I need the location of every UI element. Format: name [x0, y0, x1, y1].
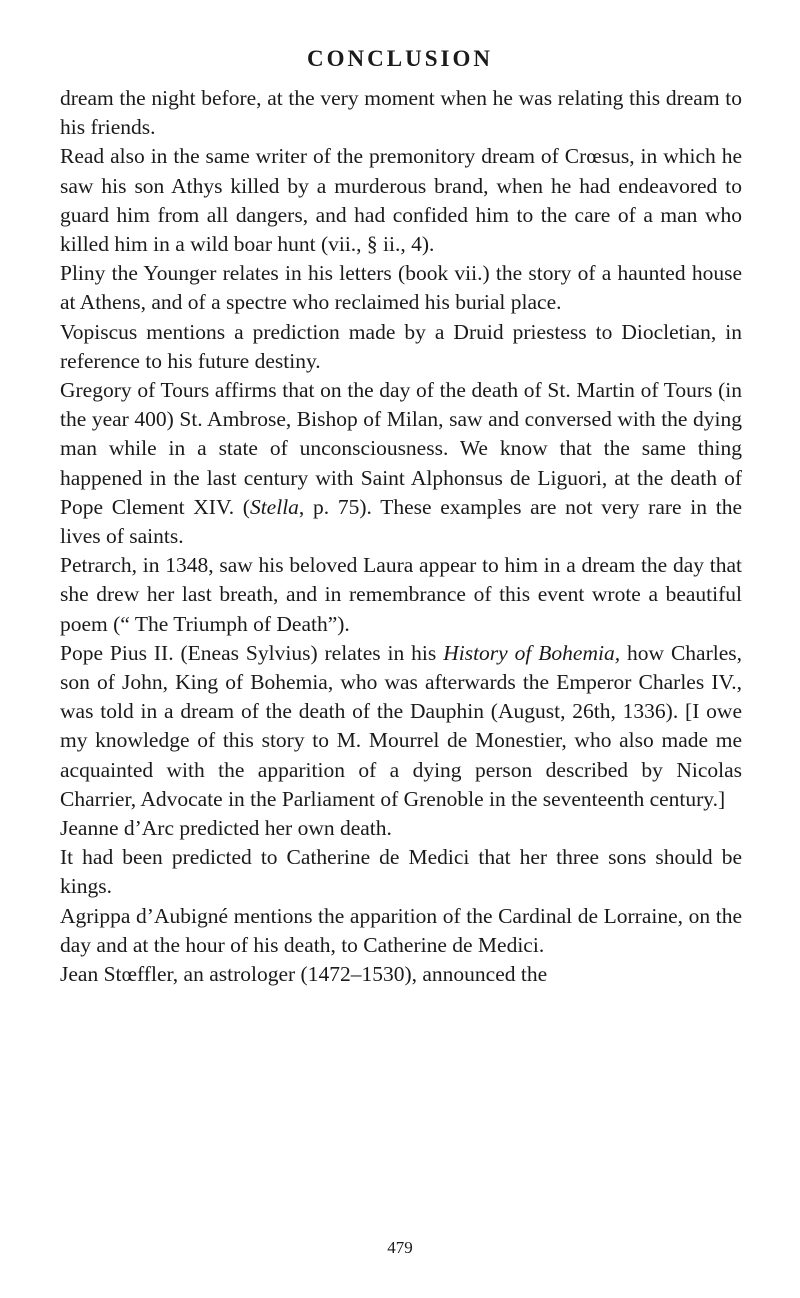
paragraph — [60, 84, 742, 142]
paragraph — [60, 376, 742, 551]
body-text — [60, 84, 742, 989]
paragraph-text: Agrippa d’Aubigné mentions the apparition of the Cardinal de Lorraine, on the day and at the hour of his death, to Catherine de Medici. — [60, 903, 742, 957]
citation-title: Stella — [249, 494, 299, 519]
citation-title: History of Bohemia, — [443, 640, 621, 665]
paragraph — [60, 960, 742, 989]
paragraph-text: Vopiscus mentions a prediction made by a Druid priestess to Diocletian, in reference to his future destiny. — [60, 319, 742, 373]
paragraph-text: Pliny the Younger relates in his letters (book vii.) the story of a haunted house at Athens, and of a spectre who reclaimed his burial place. — [60, 261, 742, 315]
paragraph-text: how Charles, son of John, King of Bohemia, who was afterwards the Emperor Charles IV., was told in a dream of the death of the Dauphin (August, 26th, 1336). [I owe my knowledge of this story to M. Mourrel de Monestier, who also made me acquainted with the apparition of a dying person described by Nicolas Charrier, Advocate in the Parliament of Grenoble in the seventeenth century.] — [60, 640, 742, 811]
paragraph-text: It had been predicted to Catherine de Medici that her three sons should be kings. — [60, 845, 742, 899]
paragraph-text: Read also in the same writer of the premonitory dream of Crœsus, in which he saw his son Athys killed by a murderous brand, when he had endeavored to guard him from all dangers, and had confided him to the care of a man who killed him in a wild boar hunt (vii., § ii., 4). — [60, 144, 742, 257]
running-head: CONCLUSION — [307, 46, 493, 71]
paragraph — [60, 814, 742, 843]
citation-page: , p. 75). — [298, 494, 372, 519]
paragraph — [60, 639, 742, 814]
paragraph-text: dream the night before, at the very moment when he was relating this dream to his friends. — [60, 86, 742, 140]
citation-open: ( — [234, 494, 250, 519]
paragraph — [60, 902, 742, 960]
page-number: 479 — [387, 1238, 413, 1257]
paragraph — [60, 551, 742, 639]
paragraph-text: Pope Pius II. (Eneas Sylvius) relates in his — [60, 640, 437, 665]
paragraph-text: Petrarch, in 1348, saw his beloved Laura appear to him in a dream the day that she drew her last breath, and in remembrance of this event wrote a beautiful poem (“ The Triumph of Death”). — [60, 553, 742, 636]
paragraph-text: These examples are not very rare in the lives of saints. — [60, 494, 742, 549]
paragraph — [60, 318, 742, 376]
paragraph — [60, 142, 742, 259]
paragraph-text: Jeanne d’Arc predicted her own death. — [60, 816, 392, 841]
paragraph — [60, 259, 742, 317]
paragraph — [60, 843, 742, 901]
paragraph-text: Jean Stœffler, an astrologer (1472–1530), announced the — [60, 962, 548, 987]
paragraph-text: Gregory of Tours affirms that on the day of the death of St. Martin of Tours (in the year 400) St. Ambrose, Bishop of Milan, saw and conversed with the dying man while in a state of unconsciousness. We know that the same thing happened in the last century with Saint Alphonsus de Liguori, at the death of Pope Clement XIV. — [60, 378, 742, 519]
